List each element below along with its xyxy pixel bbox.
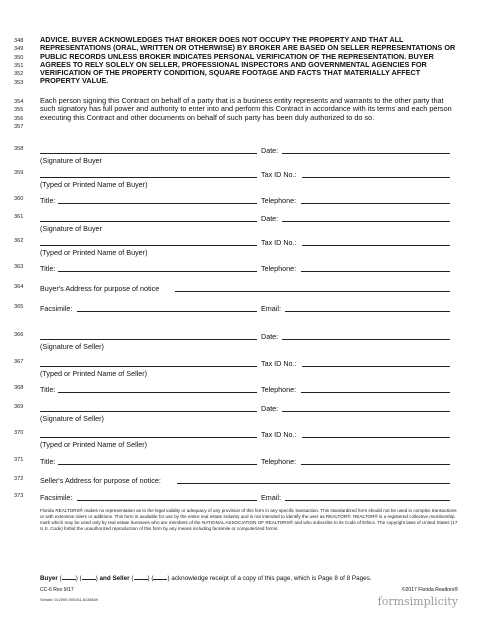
tax-id-label: Tax ID No.: — [261, 170, 297, 179]
buyer-1-signature-field[interactable] — [40, 144, 257, 154]
title-label: Title: — [40, 457, 56, 466]
buyer-2-tax-id-field[interactable] — [302, 236, 450, 246]
formsimplicity-logo: formsimplicity — [377, 595, 458, 608]
line-number: 364 — [14, 284, 24, 290]
seller-initial-1-field[interactable] — [134, 573, 148, 580]
buyer-1-signature-row — [0, 144, 478, 165]
line-number: 357 — [14, 124, 24, 130]
title-label: Title: — [40, 385, 56, 394]
copyright: ©2017 Florida Realtors® — [401, 587, 458, 593]
date-label: Date: — [261, 146, 279, 155]
acknowledgement-text: acknowledge receipt of a copy of this page, which is Page 8 of 8 Pages. — [171, 575, 372, 582]
buyer-1-title-row — [0, 194, 478, 208]
line-number: 371 — [14, 457, 24, 463]
line-number: 370 — [14, 430, 24, 436]
and-seller-label: and Seller — [99, 575, 130, 582]
buyer-email-field[interactable] — [285, 302, 450, 312]
seller-email-field[interactable] — [285, 491, 450, 501]
line-number: 366 — [14, 332, 24, 338]
serial-number: Serial#: 012090-900151-8138849 — [40, 597, 98, 602]
seller-1-telephone-field[interactable] — [301, 383, 450, 393]
line-number: 363 — [14, 264, 24, 270]
line-number: 367 — [14, 359, 24, 365]
line-number: 361 — [14, 214, 24, 220]
line-number: 369 — [14, 404, 24, 410]
realtors-disclaimer: Florida REALTORS® makes no representation as to the legal validity or adequacy of any provision of this form in any specific transaction. This standardized form should not be used in complex transactions or with extensive riders or additions. This form is available for use by the entire real estate industry and is not intended to identify the user as REALTOR®. REALTOR® is a registered collective membership mark which may be used only by real estate licensees who are members of the NATIONAL ASSOCIATION OF REALTORS® and who subscribe to its Code of Ethics. The copyright laws of United States (17 U.S. Code) forbid the unauthorized reproduction of this form by any means including facsimile or computerized forms. — [40, 508, 458, 532]
telephone-label: Telephone: — [261, 385, 297, 394]
name-caption: (Typed or Printed Name of Seller) — [40, 440, 148, 449]
buyer-address-row — [0, 282, 478, 296]
buyer-address-label: Buyer's Address for purpose of notice — [40, 284, 160, 293]
seller-2-signature-row — [0, 402, 478, 423]
buyer-2-title-field[interactable] — [58, 262, 257, 272]
seller-2-signature-field[interactable] — [40, 402, 257, 412]
date-label: Date: — [261, 404, 279, 413]
seller-2-title-field[interactable] — [58, 455, 257, 465]
seller-1-signature-row — [0, 330, 478, 351]
form-id: CC-6 Rev 9/17 — [40, 587, 74, 593]
seller-1-date-field[interactable] — [282, 330, 450, 340]
signature-caption: (Signature of Buyer — [40, 224, 102, 233]
seller-address-label: Seller's Address for purpose of notice: — [40, 476, 161, 485]
seller-1-name-row — [0, 357, 478, 378]
advice-clause: ADVICE. BUYER ACKNOWLEDGES THAT BROKER DOES NOT OCCUPY THE PROPERTY AND THAT ALL REPRESENTATIONS (ORAL, WRITTEN OR OTHERWISE) BY BROKER ARE BASED ON SELLER REPRESENTATIONS OR PUBLIC RECORDS UNLESS BROKER INDICATES PERSONAL VERIFICATION OF THE REPRESENTATION. BUYER AGREES TO RELY SOLELY ON SELLER, PROFESSIONAL INSPECTORS AND GOVERNMENTAL AGENCIES FOR VERIFICATION OF THE PROPERTY CONDITION, SQUARE FOOTAGE AND FACTS THAT MATERIALLY AFFECT PROPERTY VALUE. — [40, 35, 456, 86]
title-label: Title: — [40, 196, 56, 205]
buyer-initial-2-field[interactable] — [82, 573, 96, 580]
buyer-initial-1-field[interactable] — [62, 573, 76, 580]
buyer-2-name-field[interactable] — [40, 236, 257, 246]
email-label: Email: — [261, 493, 281, 502]
seller-1-title-field[interactable] — [58, 383, 257, 393]
date-label: Date: — [261, 214, 279, 223]
line-number: 356 — [14, 116, 24, 122]
line-number: 354 — [14, 99, 24, 105]
seller-1-signature-field[interactable] — [40, 330, 257, 340]
seller-1-name-field[interactable] — [40, 357, 257, 367]
buyer-1-date-field[interactable] — [282, 144, 450, 154]
line-number: 349 — [14, 46, 24, 52]
facsimile-label: Facsimile: — [40, 304, 73, 313]
title-label: Title: — [40, 264, 56, 273]
seller-2-tax-id-field[interactable] — [302, 428, 450, 438]
tax-id-label: Tax ID No.: — [261, 238, 297, 247]
seller-2-telephone-field[interactable] — [301, 455, 450, 465]
line-number: 368 — [14, 385, 24, 391]
buyer-2-signature-row — [0, 212, 478, 233]
telephone-label: Telephone: — [261, 196, 297, 205]
seller-address-field[interactable] — [177, 474, 450, 484]
seller-2-title-row — [0, 455, 478, 469]
line-number: 372 — [14, 476, 24, 482]
buyer-2-date-field[interactable] — [282, 212, 450, 222]
line-number: 350 — [14, 55, 24, 61]
signature-caption: (Signature of Buyer — [40, 156, 102, 165]
buyer-2-signature-field[interactable] — [40, 212, 257, 222]
seller-address-row — [0, 474, 478, 488]
seller-2-date-field[interactable] — [282, 402, 450, 412]
buyer-2-title-row — [0, 262, 478, 276]
tax-id-label: Tax ID No.: — [261, 359, 297, 368]
line-number: 362 — [14, 238, 24, 244]
telephone-label: Telephone: — [261, 264, 297, 273]
facsimile-label: Facsimile: — [40, 493, 73, 502]
buyer-2-telephone-field[interactable] — [301, 262, 450, 272]
seller-facsimile-field[interactable] — [77, 491, 257, 501]
telephone-label: Telephone: — [261, 457, 297, 466]
seller-initial-2-field[interactable] — [153, 573, 167, 580]
line-number: 355 — [14, 107, 24, 113]
authority-paragraph: Each person signing this Contract on behalf of a party that is a business entity represents and warrants to the other party that such signatory has full power and authority to enter into and perform this Contract in accordance with its terms and each person executing this Contract and other documents on behalf of such party has been duly authorized to do so. — [40, 96, 452, 122]
seller-contact-row — [0, 491, 478, 505]
email-label: Email: — [261, 304, 281, 313]
line-number: 365 — [14, 304, 24, 310]
buyer-address-field[interactable] — [175, 282, 450, 292]
line-number: 373 — [14, 493, 24, 499]
line-number: 352 — [14, 71, 24, 77]
buyer-contact-row — [0, 302, 478, 316]
line-number: 358 — [14, 146, 24, 152]
tax-id-label: Tax ID No.: — [261, 430, 297, 439]
buyer-2-name-row — [0, 236, 478, 257]
line-number: 348 — [14, 38, 24, 44]
buyer-1-telephone-field[interactable] — [301, 194, 450, 204]
buyer-1-name-field[interactable] — [40, 168, 257, 178]
line-number: 351 — [14, 63, 24, 69]
line-number: 360 — [14, 196, 24, 202]
buyer-label: Buyer — [40, 575, 58, 582]
buyer-1-title-field[interactable] — [58, 194, 257, 204]
line-number: 359 — [14, 170, 24, 176]
receipt-acknowledgement: Buyer ( ) ( ) and Seller ( ) ( ) acknowledge receipt of a copy of this page, which is Page 8 of 8 Pages. — [40, 575, 372, 582]
signature-caption: (Signature of Seller) — [40, 414, 104, 423]
date-label: Date: — [261, 332, 279, 341]
buyer-facsimile-field[interactable] — [77, 302, 257, 312]
name-caption: (Typed or Printed Name of Buyer) — [40, 180, 148, 189]
line-number: 353 — [14, 80, 24, 86]
name-caption: (Typed or Printed Name of Buyer) — [40, 248, 148, 257]
seller-2-name-field[interactable] — [40, 428, 257, 438]
buyer-1-tax-id-field[interactable] — [302, 168, 450, 178]
seller-1-tax-id-field[interactable] — [302, 357, 450, 367]
buyer-1-name-row — [0, 168, 478, 189]
seller-1-title-row — [0, 383, 478, 397]
name-caption: (Typed or Printed Name of Seller) — [40, 369, 148, 378]
seller-2-name-row — [0, 428, 478, 449]
signature-caption: (Signature of Seller) — [40, 342, 104, 351]
